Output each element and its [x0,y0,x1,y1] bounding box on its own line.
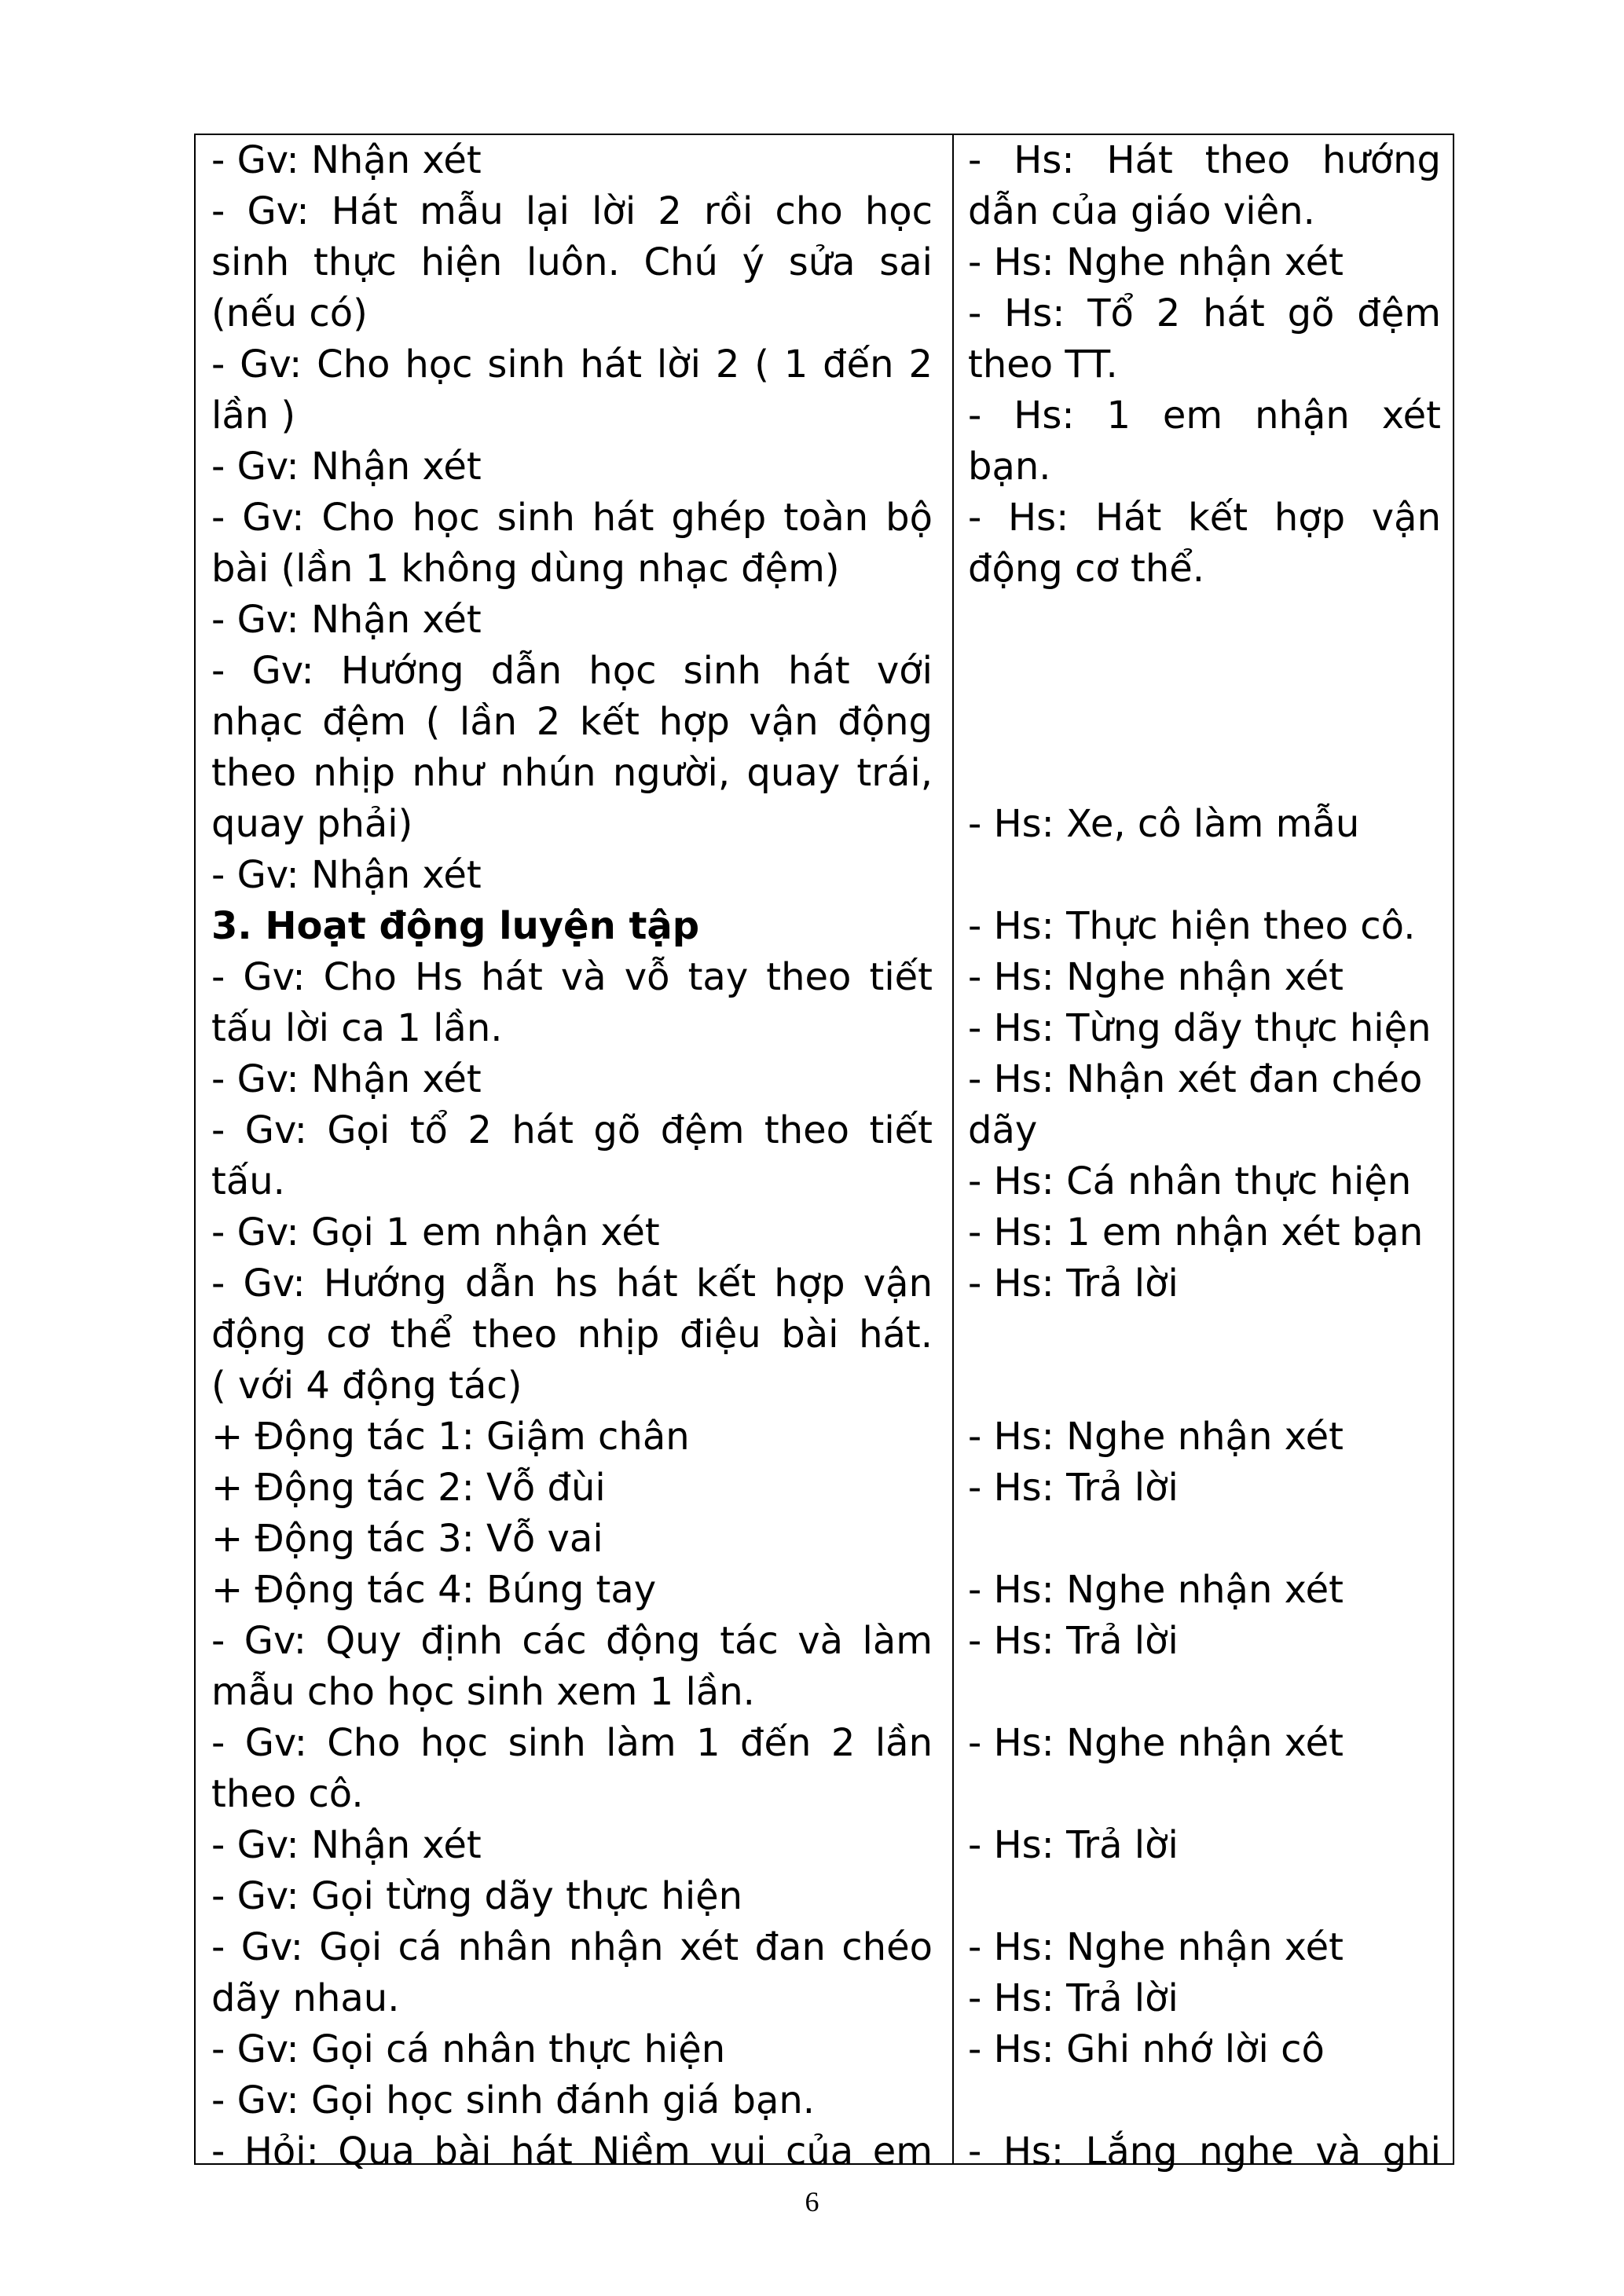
student-activity-line: - Hs: Nghe nhận xét [968,240,1344,284]
teacher-activity-line: lần ) [211,394,296,438]
teacher-activity-line: - Gv: Nhận xét [211,853,482,897]
teacher-activity-line: - Gv: Gọi cá nhân nhận xét đan chéo [211,1925,933,1969]
teacher-activity-line: - Gv: Hướng dẫn học sinh hát với [211,649,933,693]
teacher-activity-column [211,135,933,2177]
teacher-activity-line: - Gv: Hướng dẫn hs hát kết hợp vận [211,1262,933,1305]
student-activity-line [968,1309,1441,1360]
student-activity-line: dẫn của giáo viên. [968,189,1315,233]
teacher-activity-line: - Gv: Nhận xét [211,598,482,642]
column-divider [952,135,954,2163]
teacher-activity-line: tấu. [211,1159,285,1203]
student-activity-line: theo TT. [968,342,1118,386]
student-activity-line [968,1360,1441,1412]
teacher-activity-line: - Gv: Hát mẫu lại lời 2 rồi cho học [211,189,933,233]
student-activity-line: - Hs: Nghe nhận xét [968,1721,1344,1765]
teacher-activity-line: - Gv: Cho học sinh hát lời 2 ( 1 đến 2 [211,342,933,386]
teacher-activity-line: - Gv: Gọi học sinh đánh giá bạn. [211,2078,816,2122]
student-activity-line: - Hs: Nghe nhận xét [968,1925,1344,1969]
student-activity-line: - Hs: Nghe nhận xét [968,1415,1344,1459]
teacher-activity-line: quay phải) [211,802,413,846]
student-activity-column [968,135,1441,2177]
teacher-activity-line: dãy nhau. [211,1976,400,2020]
page-number: 6 [805,2186,819,2217]
teacher-activity-line: - Hỏi: Qua bài hát Niềm vui của em [211,2129,933,2173]
teacher-activity-line: - Gv: Cho Hs hát và vỗ tay theo tiết [211,955,933,999]
student-activity-line [968,1667,1441,1718]
student-activity-line: - Hs: Thực hiện theo cô. [968,904,1416,948]
student-activity-line: - Hs: Ghi nhớ lời cô [968,2027,1325,2071]
teacher-activity-line: nhạc đệm ( lần 2 kết hợp vận động [211,700,933,744]
student-activity-line: - Hs: Nghe nhận xét [968,955,1344,999]
student-activity-line: - Hs: Xe, cô làm mẫu [968,802,1360,846]
student-activity-line: - Hs: Trả lời [968,1619,1179,1663]
student-activity-line: - Hs: Cá nhân thực hiện [968,1159,1412,1203]
student-activity-line [968,2075,1441,2126]
teacher-activity-line: bài (lần 1 không dùng nhạc đệm) [211,547,840,591]
teacher-activity-line: (nếu có) [211,291,368,335]
teacher-activity-line: - Gv: Gọi cá nhân thực hiện [211,2027,726,2071]
student-activity-line: - Hs: Trả lời [968,1466,1179,1510]
teacher-activity-line: - Gv: Gọi từng dãy thực hiện [211,1874,743,1918]
teacher-activity-line: - Gv: Gọi tổ 2 hát gõ đệm theo tiết [211,1108,933,1152]
teacher-activity-line: theo cô. [211,1772,364,1816]
teacher-activity-line: - Gv: Nhận xét [211,138,482,182]
teacher-activity-line: - Gv: Nhận xét [211,1823,482,1867]
student-activity-line [968,748,1441,799]
student-activity-line [968,850,1441,901]
teacher-activity-line: - Gv: Nhận xét [211,445,482,489]
student-activity-line: - Hs: 1 em nhận xét [968,394,1441,438]
student-activity-line [968,1769,1441,1820]
student-activity-line: dãy [968,1108,1038,1152]
teacher-activity-line: - Gv: Gọi 1 em nhận xét [211,1210,660,1254]
student-activity-line [968,1514,1441,1565]
teacher-activity-line: theo nhịp như nhún người, quay trái, [211,751,933,795]
teacher-activity-line: + Động tác 3: Vỗ vai [211,1517,603,1561]
student-activity-line: - Hs: Trả lời [968,1262,1179,1305]
student-activity-line [968,697,1441,748]
student-activity-line: - Hs: Hát kết hợp vận [968,496,1441,540]
student-activity-line: - Hs: Hát theo hướng [968,138,1441,182]
teacher-activity-line: + Động tác 4: Búng tay [211,1568,657,1612]
student-activity-line: - Hs: Trả lời [968,1823,1179,1867]
student-activity-line: - Hs: Từng dãy thực hiện [968,1006,1432,1050]
teacher-activity-line: mẫu cho học sinh xem 1 lần. [211,1670,755,1714]
teacher-activity-line: ( với 4 động tác) [211,1364,522,1408]
teacher-activity-line: động cơ thể theo nhịp điệu bài hát. [211,1313,933,1357]
teacher-activity-line: + Động tác 2: Vỗ đùi [211,1466,606,1510]
student-activity-line [968,1871,1441,1922]
student-activity-line: - Hs: 1 em nhận xét bạn [968,1210,1424,1254]
teacher-activity-line: - Gv: Cho học sinh hát ghép toàn bộ [211,496,933,540]
teacher-activity-line: - Gv: Nhận xét [211,1057,482,1101]
student-activity-line: - Hs: Nhận xét đan chéo [968,1057,1423,1101]
teacher-activity-line: - Gv: Cho học sinh làm 1 đến 2 lần [211,1721,933,1765]
student-activity-line: - Hs: Tổ 2 hát gõ đệm [968,291,1441,335]
student-activity-line: - Hs: Trả lời [968,1976,1179,2020]
student-activity-line: bạn. [968,445,1051,489]
student-activity-line [968,595,1441,646]
section-heading: 3. Hoạt động luyện tập [211,904,700,948]
student-activity-line: động cơ thể. [968,547,1205,591]
student-activity-line: - Hs: Lắng nghe và ghi [968,2129,1441,2173]
student-activity-line [968,646,1441,697]
teacher-activity-line: sinh thực hiện luôn. Chú ý sửa sai [211,240,933,284]
teacher-activity-line: tấu lời ca 1 lần. [211,1006,503,1050]
teacher-activity-line: - Gv: Quy định các động tác và làm [211,1619,933,1663]
lesson-table [194,134,1454,2173]
teacher-activity-line: + Động tác 1: Giậm chân [211,1415,690,1459]
student-activity-line: - Hs: Nghe nhận xét [968,1568,1344,1612]
